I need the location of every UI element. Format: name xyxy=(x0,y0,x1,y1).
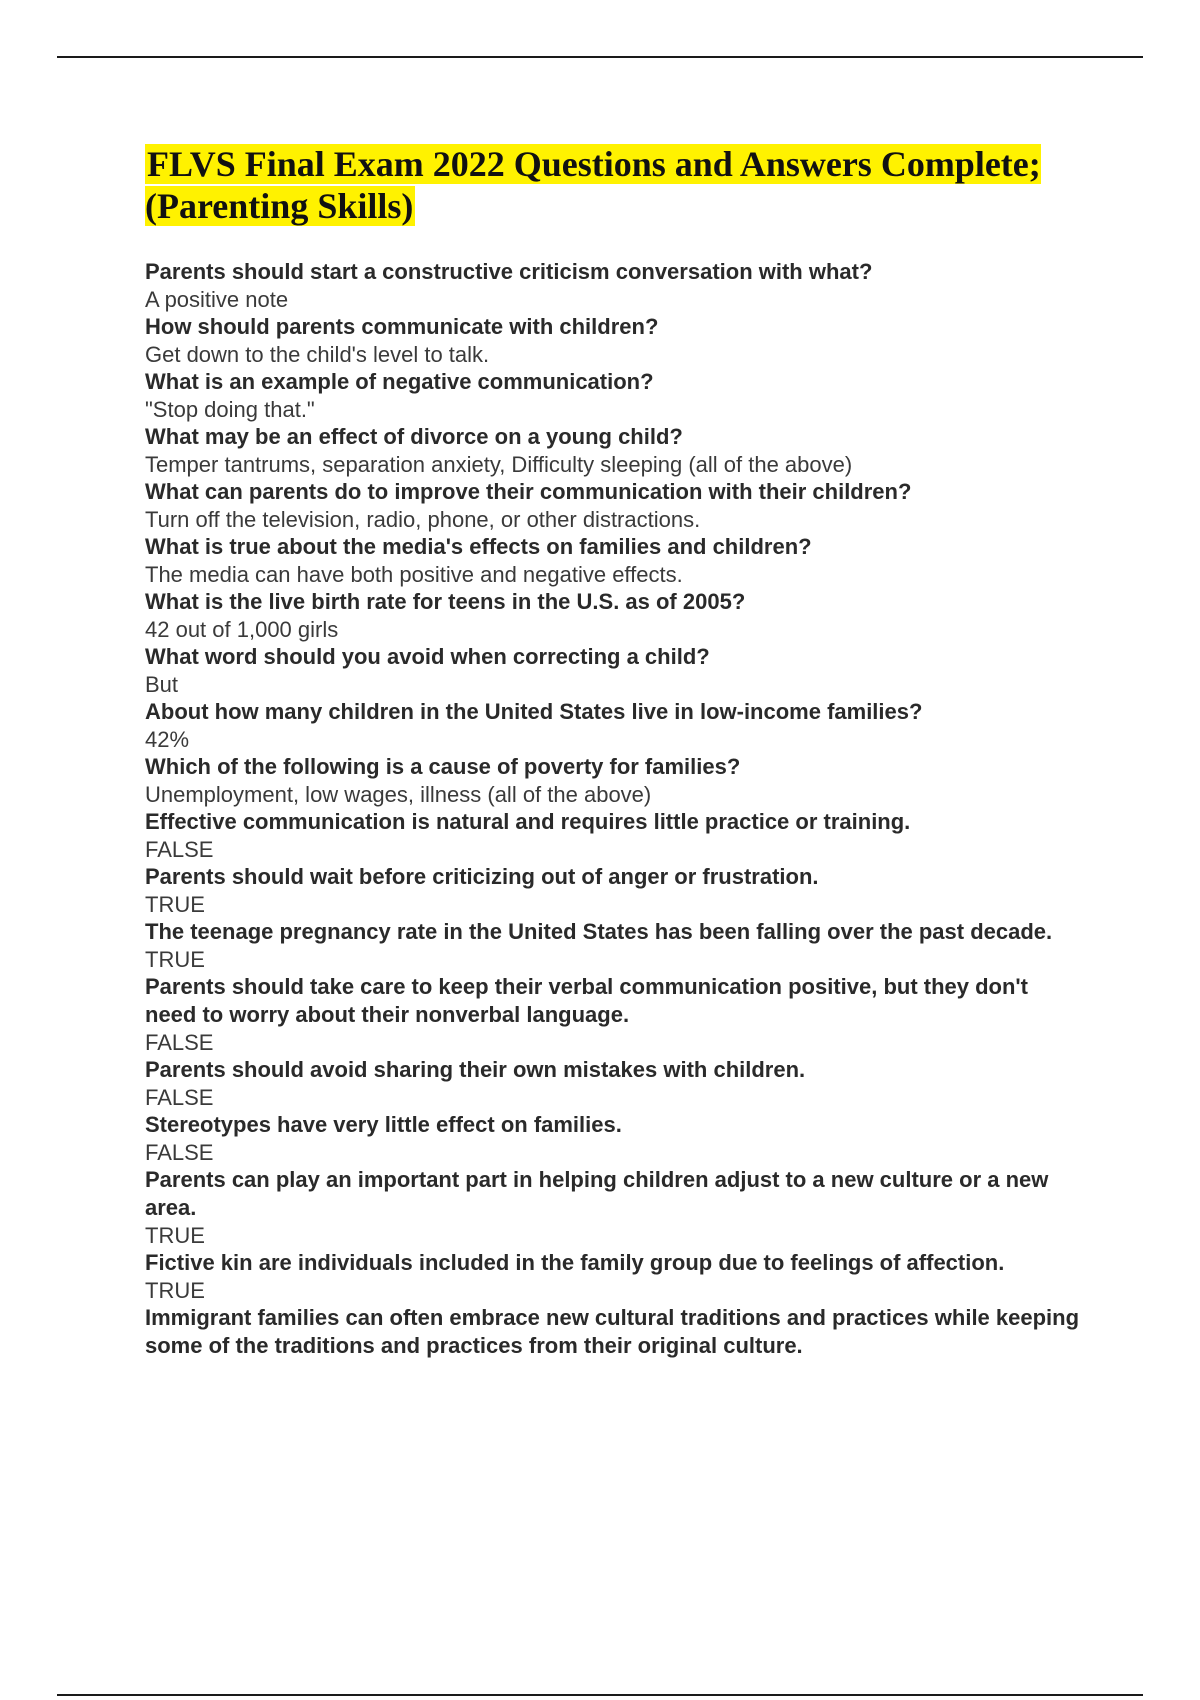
qa-item xyxy=(145,1056,1085,1111)
answer-text: TRUE xyxy=(145,892,205,917)
question-text: How should parents communicate with children? xyxy=(145,314,659,339)
answer-text: Turn off the television, radio, phone, or other distractions. xyxy=(145,507,701,532)
question-text: What may be an effect of divorce on a young child? xyxy=(145,424,683,449)
header-rule xyxy=(57,56,1143,58)
qa-item xyxy=(145,368,1085,423)
qa-item xyxy=(145,698,1085,753)
question-text: Parents should wait before criticizing out of anger or frustration. xyxy=(145,864,819,889)
answer-text: 42% xyxy=(145,727,190,752)
qa-item xyxy=(145,973,1085,1056)
qa-item xyxy=(145,1249,1085,1304)
question-text: Parents should take care to keep their verbal communication positive, but they don't need to worry about their nonverbal language. xyxy=(145,974,1028,1027)
answer-text: Unemployment, low wages, illness (all of the above) xyxy=(145,782,652,807)
question-text: What is true about the media's effects on families and children? xyxy=(145,534,812,559)
answer-text: A positive note xyxy=(145,287,289,312)
qa-item xyxy=(145,643,1085,698)
question-text: Parents can play an important part in helping children adjust to a new culture or a new area. xyxy=(145,1167,1049,1220)
question-text: What is the live birth rate for teens in the U.S. as of 2005? xyxy=(145,589,746,614)
qa-item xyxy=(145,313,1085,368)
answer-text: But xyxy=(145,672,179,697)
qa-item xyxy=(145,533,1085,588)
question-text: The teenage pregnancy rate in the United States has been falling over the past decade. xyxy=(145,919,1053,944)
question-text: Effective communication is natural and requires little practice or training. xyxy=(145,809,911,834)
answer-text: Get down to the child's level to talk. xyxy=(145,342,490,367)
question-text: Stereotypes have very little effect on families. xyxy=(145,1112,622,1137)
answer-text: TRUE xyxy=(145,1223,205,1248)
question-text: Parents should start a constructive criticism conversation with what? xyxy=(145,259,873,284)
question-text: Immigrant families can often embrace new cultural traditions and practices while keeping some of the traditions and practices from their original culture. xyxy=(145,1305,1080,1358)
footer-rule xyxy=(57,1694,1143,1696)
qa-item xyxy=(145,1166,1085,1249)
question-text: About how many children in the United States live in low-income families? xyxy=(145,699,923,724)
qa-item xyxy=(145,753,1085,808)
document-title xyxy=(145,143,1095,227)
answer-text: Temper tantrums, separation anxiety, Difficulty sleeping (all of the above) xyxy=(145,452,853,477)
qa-list xyxy=(145,258,1085,1360)
question-text: What can parents do to improve their communication with their children? xyxy=(145,479,912,504)
question-text: Which of the following is a cause of poverty for families? xyxy=(145,754,741,779)
answer-text: 42 out of 1,000 girls xyxy=(145,617,339,642)
answer-text: FALSE xyxy=(145,837,214,862)
answer-text: FALSE xyxy=(145,1085,214,1110)
qa-item xyxy=(145,918,1085,973)
question-text: Parents should avoid sharing their own mistakes with children. xyxy=(145,1057,806,1082)
qa-item xyxy=(145,478,1085,533)
answer-text: FALSE xyxy=(145,1140,214,1165)
question-text: What word should you avoid when correcting a child? xyxy=(145,644,710,669)
qa-item xyxy=(145,423,1085,478)
answer-text: TRUE xyxy=(145,1278,205,1303)
qa-item xyxy=(145,1304,1085,1360)
title-highlight: FLVS Final Exam 2022 Questions and Answers Complete; (Parenting Skills) xyxy=(145,144,1041,226)
question-text: Fictive kin are individuals included in the family group due to feelings of affection. xyxy=(145,1250,1005,1275)
answer-text: "Stop doing that." xyxy=(145,397,315,422)
answer-text: TRUE xyxy=(145,947,205,972)
answer-text: The media can have both positive and negative effects. xyxy=(145,562,683,587)
qa-item xyxy=(145,808,1085,863)
qa-item xyxy=(145,258,1085,313)
answer-text: FALSE xyxy=(145,1030,214,1055)
qa-item xyxy=(145,588,1085,643)
qa-item xyxy=(145,863,1085,918)
question-text: What is an example of negative communication? xyxy=(145,369,654,394)
qa-item xyxy=(145,1111,1085,1166)
